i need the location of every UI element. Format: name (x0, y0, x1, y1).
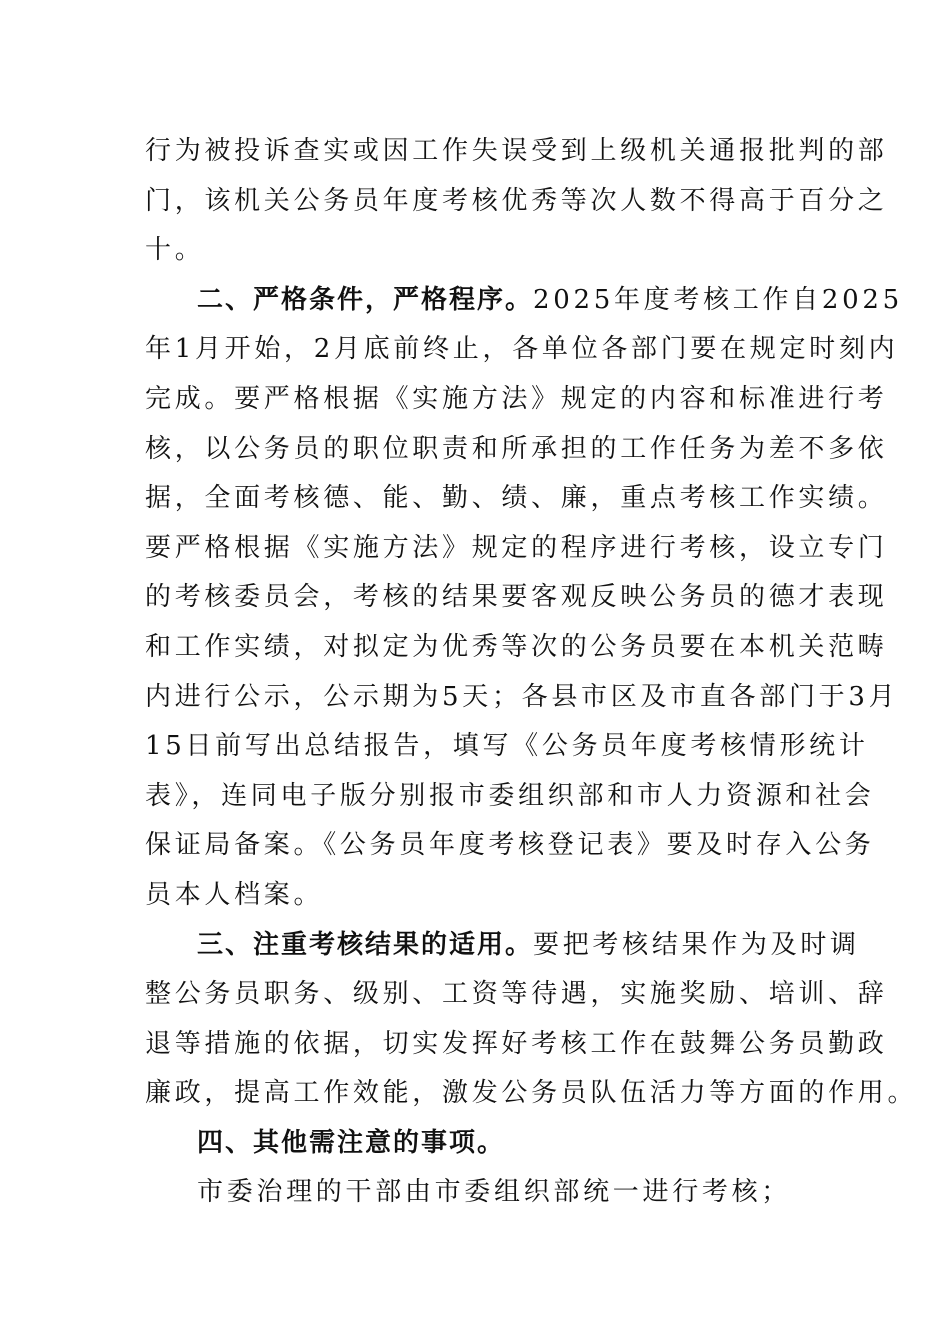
text-line: 廉政，提高工作效能，激发公务员队伍活力等方面的作用。 (145, 1078, 918, 1109)
text-line: 整公务员职务、级别、工资等待遇，实施奖励、培训、辞 (145, 979, 888, 1010)
text-line: 内进行公示，公示期为5天；各县市区及市直各部门于3月 (145, 681, 899, 712)
text-line: 核，以公务员的职位职责和所承担的工作任务为差不多依 (145, 433, 888, 464)
text-line: 退等措施的依据，切实发挥好考核工作在鼓舞公务员勤政 (145, 1028, 888, 1059)
text-line: 的考核委员会，考核的结果要客观反映公务员的德才表现 (145, 582, 888, 613)
paragraph (145, 127, 888, 276)
document-body (145, 127, 918, 1218)
text-line: 和工作实绩，对拟定为优秀等次的公务员要在本机关范畴 (145, 631, 888, 662)
section-heading: 四、其他需注意的事项。 (197, 1127, 506, 1158)
section-heading: 三、注重考核结果的适用。 (197, 929, 534, 960)
text-line: 年1月开始，2月底前终止，各单位各部门要在规定时刻内 (145, 334, 899, 365)
section-strict-conditions (145, 276, 903, 921)
text-line (145, 276, 903, 326)
text-line (145, 1119, 807, 1169)
text-line: 员本人档案。 (145, 879, 324, 910)
text-line: 门，该机关公务员年度考核优秀等次人数不得高于百分之 (145, 185, 888, 216)
text-line: 要严格根据《实施方法》规定的程序进行考核，设立专门 (145, 532, 888, 563)
text-line: 市委治理的干部由市委组织部统一进行考核； (197, 1177, 792, 1208)
text-line (145, 921, 860, 971)
heading-continuation: 2025年度考核工作自2025 (533, 284, 903, 315)
heading-continuation: 要把考核结果作为及时调 (533, 929, 860, 960)
section-apply-results (145, 921, 918, 1119)
text-line: 表》，连同电子版分别报市委组织部和市人力资源和社会 (145, 780, 875, 811)
text-line: 行为被投诉查实或因工作失误受到上级机关通报批判的部 (145, 136, 888, 166)
text-line: 十。 (145, 235, 205, 266)
text-line: 完成。要严格根据《实施方法》规定的内容和标准进行考 (145, 383, 888, 414)
section-heading: 二、严格条件，严格程序。 (197, 284, 534, 315)
text-line: 据，全面考核德、能、勤、绩、廉，重点考核工作实绩。 (145, 483, 888, 514)
section-other-matters (145, 1119, 807, 1169)
paragraph (145, 1168, 807, 1218)
text-line: 保证局备案。《公务员年度考核登记表》要及时存入公务 (145, 830, 875, 861)
text-line: 15日前写出总结报告，填写《公务员年度考核情形统计 (145, 731, 869, 762)
